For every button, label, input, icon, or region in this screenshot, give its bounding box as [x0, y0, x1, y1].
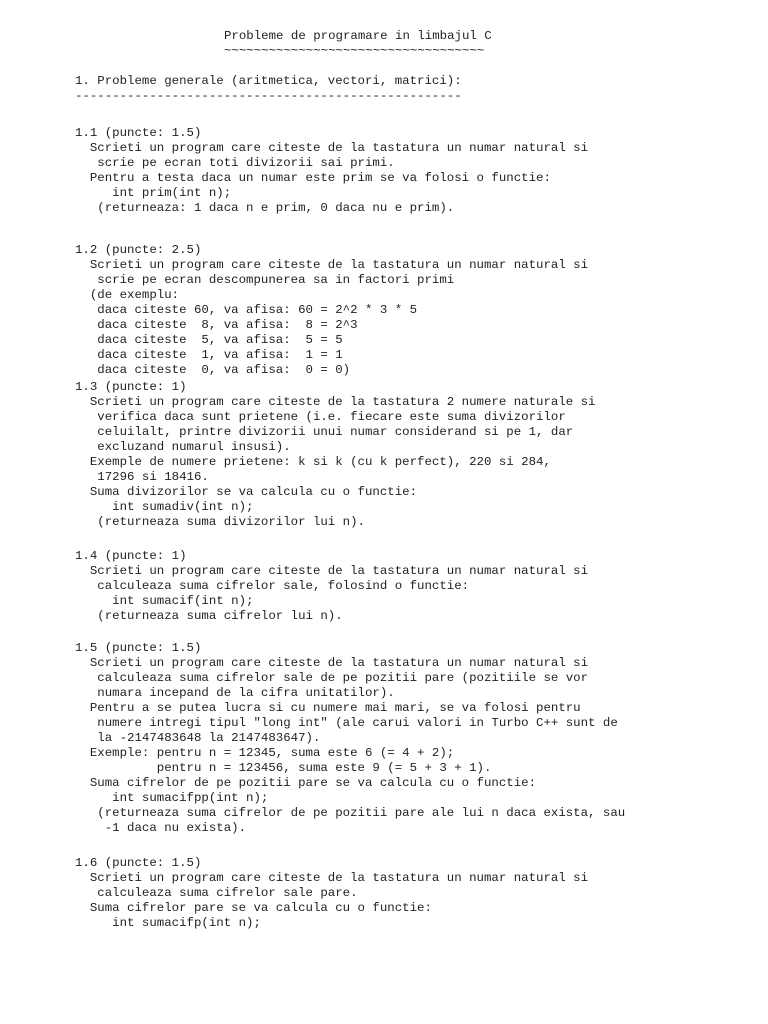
- problem-text-line: calculeaza suma cifrelor sale de pe pozitii pare (pozitiile se vor: [75, 671, 589, 685]
- problem-header: 1.4 (puncte: 1): [75, 549, 187, 563]
- problem-text-line: Exemple: pentru n = 12345, suma este 6 (= 4 + 2);: [75, 746, 455, 760]
- problem-text-line: (returneaza suma divizorilor lui n).: [75, 515, 365, 529]
- problem-text-line: Scrieti un program care citeste de la tastatura un numar natural si: [75, 258, 589, 272]
- problem-text-line: 17296 si 18416.: [75, 470, 209, 484]
- problem-text-line: (de exemplu:: [75, 288, 180, 302]
- problem-text-line: Scrieti un program care citeste de la tastatura un numar natural si: [75, 564, 589, 578]
- problem-text-line: Pentru a se putea lucra si cu numere mai mari, se va folosi pentru: [75, 701, 581, 715]
- problem-text-line: daca citeste 1, va afisa: 1 = 1: [75, 348, 343, 362]
- problem-text-line: numere intregi tipul "long int" (ale carui valori in Turbo C++ sunt de: [75, 716, 618, 730]
- problem-text-line: Suma cifrelor de pe pozitii pare se va calcula cu o functie:: [75, 776, 537, 790]
- problem-text-line: calculeaza suma cifrelor sale pare.: [75, 886, 358, 900]
- problem-text-line: int prim(int n);: [75, 186, 232, 200]
- problem-text-line: int sumacif(int n);: [75, 594, 254, 608]
- problem-text-line: (returneaza: 1 daca n e prim, 0 daca nu e prim).: [75, 201, 455, 215]
- section-underline: ----------------------------------------------------: [75, 89, 462, 103]
- problem-text-line: Suma divizorilor se va calcula cu o functie:: [75, 485, 418, 499]
- problem-text-line: pentru n = 123456, suma este 9 (= 5 + 3 + 1).: [75, 761, 492, 775]
- problem-header: 1.2 (puncte: 2.5): [75, 243, 202, 257]
- problem-text-line: Suma cifrelor pare se va calcula cu o functie:: [75, 901, 432, 915]
- problem-text-line: daca citeste 0, va afisa: 0 = 0): [75, 363, 351, 377]
- problem-text-line: calculeaza suma cifrelor sale, folosind o functie:: [75, 579, 470, 593]
- problem-text-line: (returneaza suma cifrelor de pe pozitii pare ale lui n daca exista, sau: [75, 806, 626, 820]
- section-heading: 1. Probleme generale (aritmetica, vectori, matrici):: [75, 74, 462, 88]
- problem-text-line: daca citeste 60, va afisa: 60 = 2^2 * 3 * 5: [75, 303, 418, 317]
- problem-header: 1.5 (puncte: 1.5): [75, 641, 202, 655]
- problem-text-line: celuilalt, printre divizorii unui numar considerand si pe 1, dar: [75, 425, 574, 439]
- problem-text-line: verifica daca sunt prietene (i.e. fiecare este suma divizorilor: [75, 410, 566, 424]
- problem-text-line: Scrieti un program care citeste de la tastatura un numar natural si: [75, 141, 589, 155]
- problem-text-line: int sumacifp(int n);: [75, 916, 261, 930]
- problem-text-line: daca citeste 5, va afisa: 5 = 5: [75, 333, 343, 347]
- problem-text-line: Exemple de numere prietene: k si k (cu k perfect), 220 si 284,: [75, 455, 551, 469]
- problem-text-line: int sumacifpp(int n);: [75, 791, 269, 805]
- problem-header: 1.1 (puncte: 1.5): [75, 126, 202, 140]
- problem-text-line: la -2147483648 la 2147483647).: [75, 731, 321, 745]
- problem-header: 1.3 (puncte: 1): [75, 380, 187, 394]
- problem-text-line: Scrieti un program care citeste de la tastatura un numar natural si: [75, 871, 589, 885]
- problem-text-line: Scrieti un program care citeste de la tastatura un numar natural si: [75, 656, 589, 670]
- problem-text-line: scrie pe ecran toti divizorii sai primi.: [75, 156, 395, 170]
- problem-text-line: Pentru a testa daca un numar este prim se va folosi o functie:: [75, 171, 551, 185]
- problem-text-line: excluzand numarul insusi).: [75, 440, 291, 454]
- problem-text-line: scrie pe ecran descompunerea sa in factori primi: [75, 273, 455, 287]
- problem-text-line: -1 daca nu exista).: [75, 821, 247, 835]
- document-title: Probleme de programare in limbajul C: [224, 29, 492, 43]
- problem-text-line: (returneaza suma cifrelor lui n).: [75, 609, 343, 623]
- problem-text-line: int sumadiv(int n);: [75, 500, 254, 514]
- problem-text-line: daca citeste 8, va afisa: 8 = 2^3: [75, 318, 358, 332]
- problem-text-line: Scrieti un program care citeste de la tastatura 2 numere naturale si: [75, 395, 596, 409]
- problem-header: 1.6 (puncte: 1.5): [75, 856, 202, 870]
- problem-text-line: numara incepand de la cifra unitatilor).: [75, 686, 395, 700]
- title-underline: ~~~~~~~~~~~~~~~~~~~~~~~~~~~~~~~~~~~: [224, 44, 485, 58]
